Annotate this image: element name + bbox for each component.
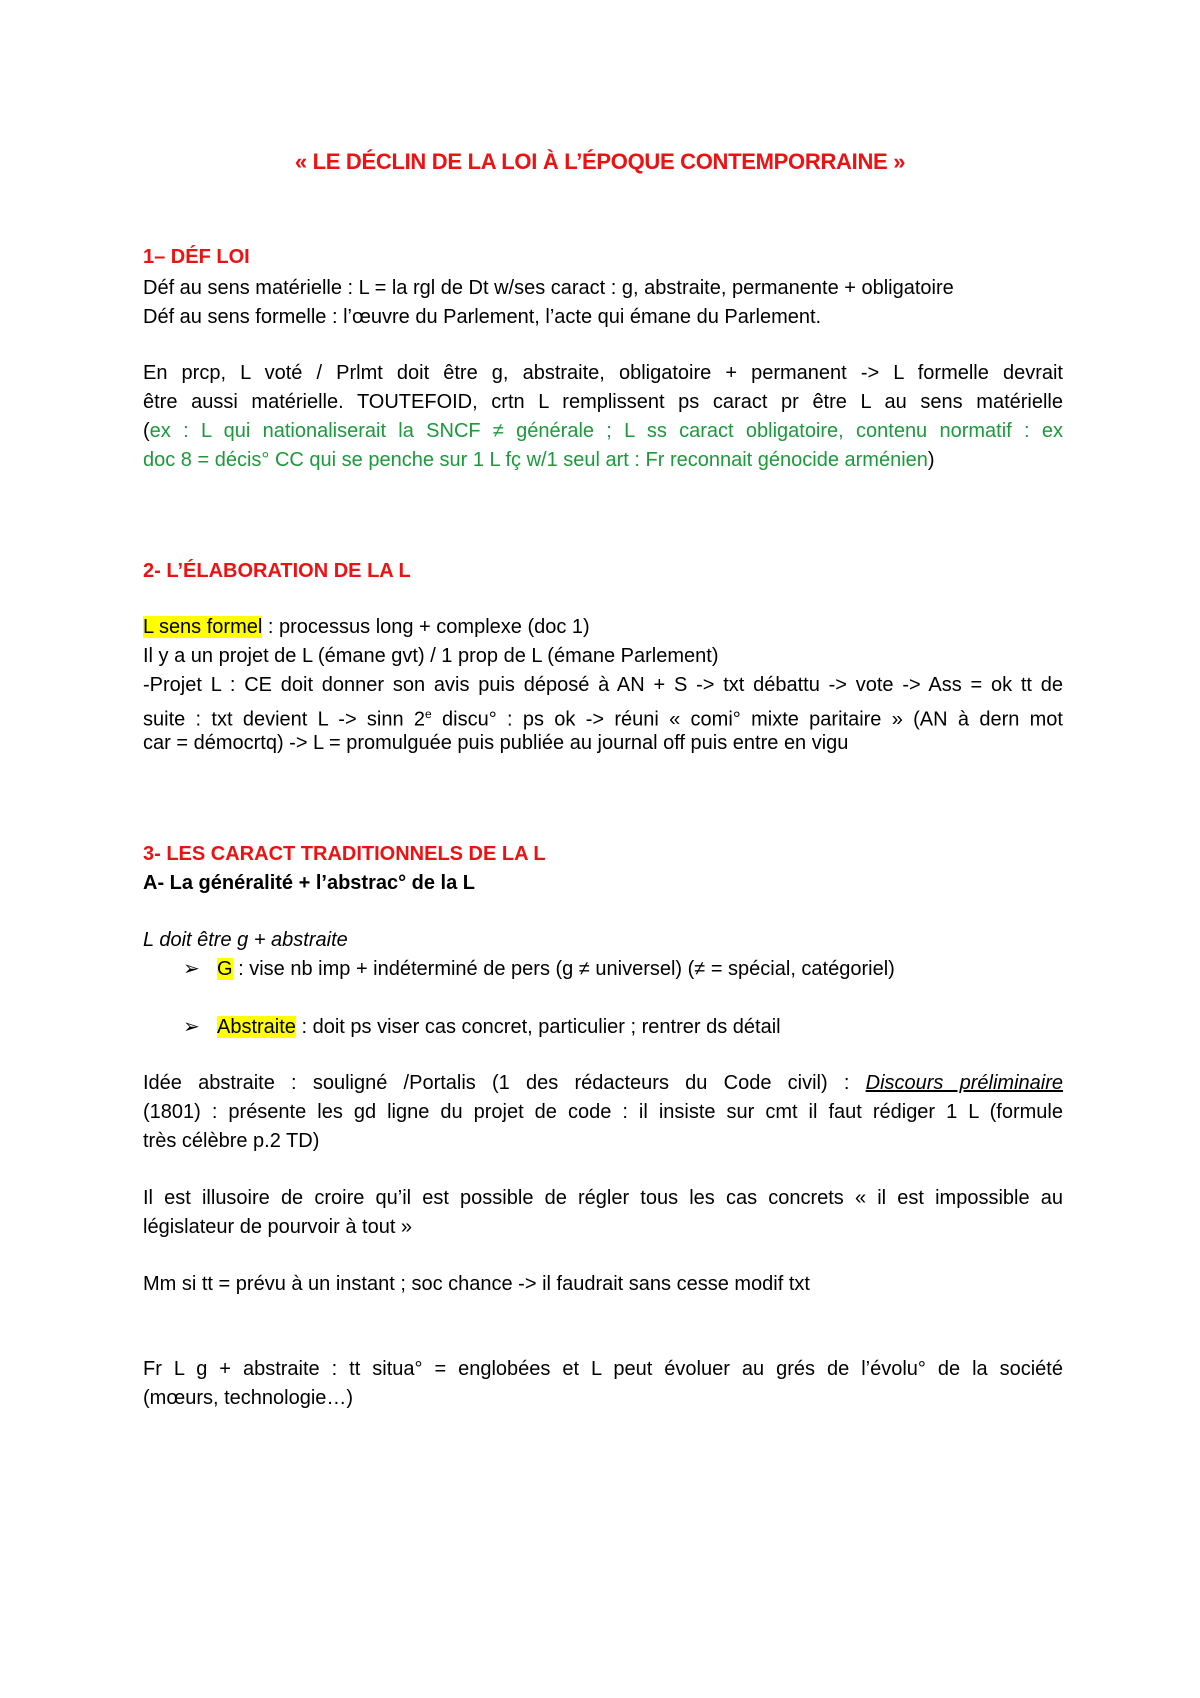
subsection-a-heading: A- La généralité + l’abstrac° de la L xyxy=(143,872,476,894)
change-line: Mm si tt = prévu à un instant ; soc chance -> il faudrait sans cesse modif txt xyxy=(143,1273,810,1295)
bullet-general xyxy=(143,955,1063,984)
highlight-formal-law: L sens formel xyxy=(143,616,263,638)
section-2-heading: 2- L’ÉLABORATION DE LA L xyxy=(143,560,411,582)
book-title: Discours préliminaire xyxy=(865,1072,1063,1094)
section-1-heading: 1– DÉF LOI xyxy=(143,246,250,268)
example-text-2: doc 8 = décis° CC qui se penche sur 1 L fç w/1 seul art : Fr reconnait génocide arménien xyxy=(143,449,928,471)
highlight-abstraite: Abstraite xyxy=(217,1016,296,1038)
formal-definition: Déf au sens formelle : l’œuvre du Parlement, l’acte qui émane du Parlement. xyxy=(143,306,822,328)
highlight-g: G xyxy=(217,958,233,980)
portalis-line-3: très célèbre p.2 TD) xyxy=(143,1130,320,1152)
principle-line-1: En prcp, L voté / Prlmt doit être g, abstraite, obligatoire + permanent -> L formelle devrait xyxy=(143,362,1063,384)
portalis-line-2: (1801) : présente les gd ligne du projet de code : il insiste sur cmt il faut rédiger 1 L (formule xyxy=(143,1101,1063,1123)
procedure-line-1: -Projet L : CE doit donner son avis puis déposé à AN + S -> txt débattu -> vote -> Ass = ok tt de xyxy=(143,674,1063,696)
quote-line-2: législateur de pourvoir à tout » xyxy=(143,1216,413,1238)
bullet-abstract-text: : doit ps viser cas concret, particulier ; rentrer ds détail xyxy=(295,1016,781,1038)
conclusion-line-2: (mœurs, technologie…) xyxy=(143,1387,354,1409)
principle-line-2: être aussi matérielle. TOUTEFOID, crtn L remplissent ps caract pr être L au sens matérielle xyxy=(143,391,1063,413)
portalis-line-1 xyxy=(143,1069,1063,1098)
superscript-e: e xyxy=(425,707,432,721)
procedure-text-b: discu° : ps ok -> réuni « comi° mixte paritaire » (AN à dern mot xyxy=(431,708,1063,731)
material-definition: Déf au sens matérielle : L = la rgl de Dt w/ses caract : g, abstraite, permanente + obligatoire xyxy=(143,277,954,299)
bullet-general-text: : vise nb imp + indéterminé de pers (g ≠ universel) (≠ = spécial, catégoriel) xyxy=(232,958,895,980)
example-line-1 xyxy=(143,417,1063,446)
portalis-text: Idée abstraite : souligné /Portalis (1 des rédacteurs du Code civil) : xyxy=(143,1072,866,1094)
arrowhead-bullet-icon: ➢ xyxy=(183,958,200,980)
bill-types-line: Il y a un projet de L (émane gvt) / 1 prop de L (émane Parlement) xyxy=(143,645,719,667)
conclusion-line-1: Fr L g + abstraite : tt situa° = englobées et L peut évoluer au grés de l’évolu° de la société xyxy=(143,1358,1063,1380)
example-line-2 xyxy=(143,446,1063,475)
procedure-text-a: suite : txt devient L -> sinn 2 xyxy=(143,708,426,731)
formal-law-rest: : processus long + complexe (doc 1) xyxy=(262,616,590,638)
intro-line: L doit être g + abstraite xyxy=(143,929,348,951)
section-3-heading: 3- LES CARACT TRADITIONNELS DE LA L xyxy=(143,843,546,865)
close-paren: ) xyxy=(927,449,935,471)
arrowhead-bullet-icon: ➢ xyxy=(183,1016,200,1038)
formal-law-line xyxy=(143,613,1063,642)
example-text-1: ex : L qui nationaliserait la SNCF ≠ générale ; L ss caract obligatoire, contenu normatif : ex xyxy=(149,420,1063,442)
document-title: « LE DÉCLIN DE LA LOI À L’ÉPOQUE CONTEMPORRAINE » xyxy=(294,149,906,174)
open-paren: ( xyxy=(143,420,150,442)
quote-line-1: Il est illusoire de croire qu’il est possible de régler tous les cas concrets « il est impossible au xyxy=(143,1187,1063,1209)
bullet-abstract xyxy=(143,1013,1063,1042)
procedure-line-3: car = démocrtq) -> L = promulguée puis publiée au journal off puis entre en vigu xyxy=(143,732,849,754)
